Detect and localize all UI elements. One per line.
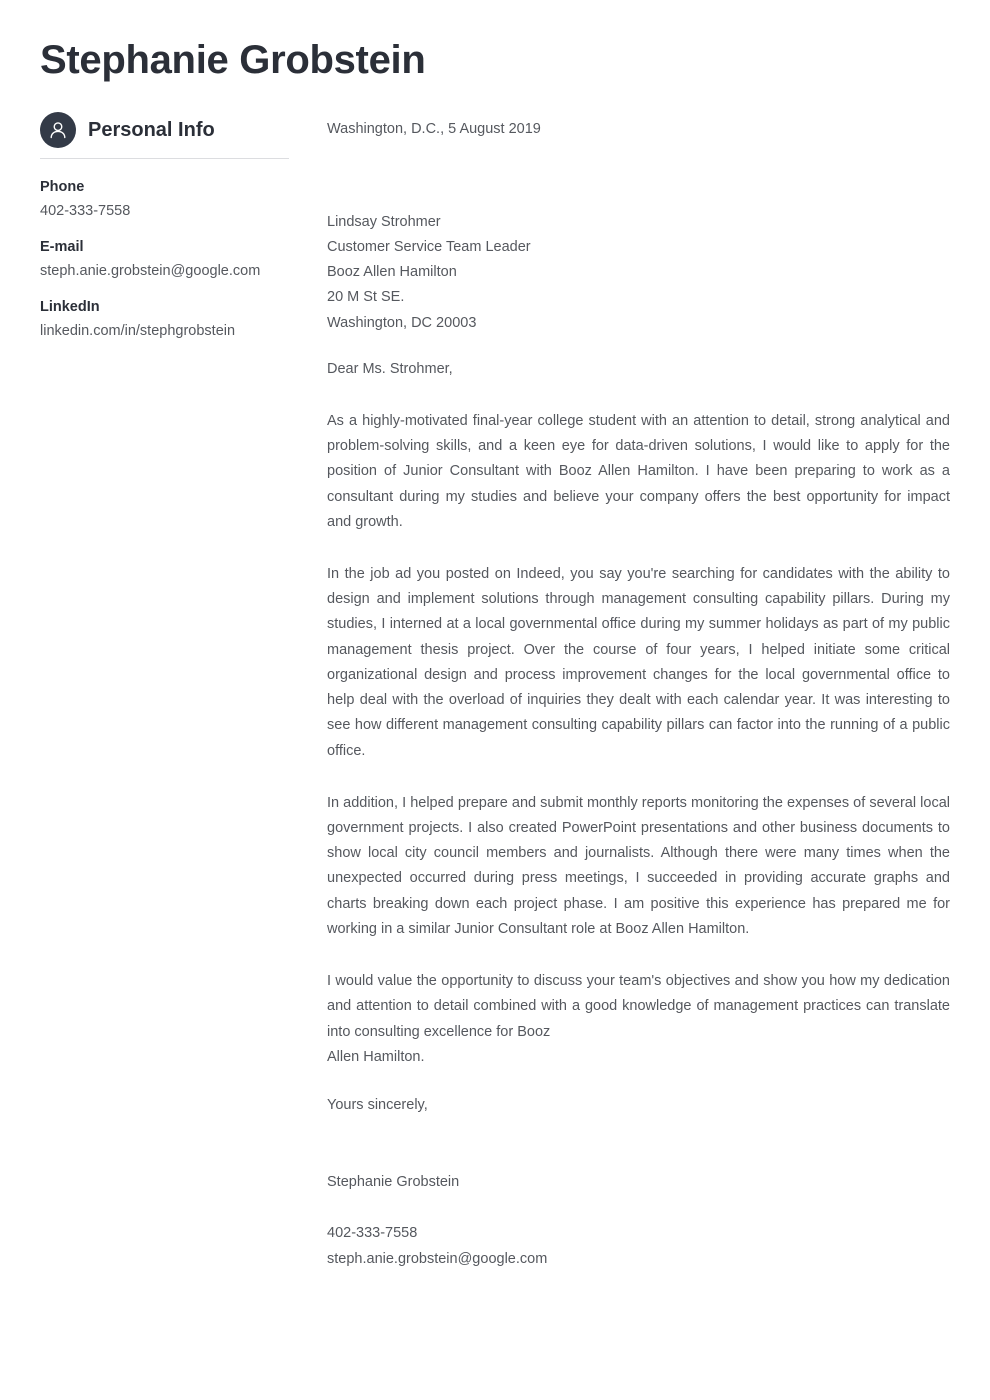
letter-paragraph-2: In the job ad you posted on Indeed, you say you're searching for candidates with the ability to design and implement solutions through management consulting capability pillars. During my studies, I interned at a local governmental office during my summer holidays as part of my public management thesis project. Over the course of four years, I helped initiate some critical organizational design and process improvement changes for the local governmental office to help deal with the overload of inquiries they dealt with each calendar year. It was interesting to see how different management consulting capability pillars can factor into the running of a public office. <box>327 566 950 759</box>
phone-label: Phone <box>40 179 85 195</box>
letter-date: Washington, D.C., 5 August 2019 <box>327 121 541 137</box>
closing-salutation: Yours sincerely, <box>327 1096 428 1113</box>
section-divider <box>40 158 289 159</box>
email-value: steph.anie.grobstein@google.com <box>40 263 261 280</box>
recipient-address-block <box>327 210 950 336</box>
recipient-job-title: Customer Service Team Leader <box>327 238 531 255</box>
letter-paragraph-3: In addition, I helped prepare and submit monthly reports monitoring the expenses of several local government projects. I also created PowerPoint presentations and other business documents to show local city council members and journalists. Although there were many times when the unexpected occurred during press meetings, I succeeded in providing accurate graphs and charts breaking down each project phase. I am positive this experience has prepared me for working in a similar Junior Consultant role at Booz Allen Hamilton. <box>327 794 950 937</box>
phone-value: 402-333-7558 <box>40 203 131 220</box>
recipient-name: Lindsay Strohmer <box>327 213 441 230</box>
contact-field-phone <box>40 177 289 222</box>
signature-email: steph.anie.grobstein@google.com <box>327 1250 548 1267</box>
personal-info-sidebar <box>40 112 289 357</box>
recipient-street: 20 M St SE. <box>327 289 405 306</box>
personal-info-title: Personal Info <box>88 119 215 141</box>
letter-paragraph-4-line-2: Allen Hamilton. <box>327 1048 425 1065</box>
linkedin-label: LinkedIn <box>40 299 100 316</box>
letter-paragraph-4-line-1: I would value the opportunity to discuss your team's objectives and show you how my dedication and attention to detail combined with a good knowledge of management practices can translate into consulting excellence for Booz <box>327 973 950 1040</box>
signature-name: Stephanie Grobstein <box>327 1174 460 1191</box>
letter-body <box>327 117 950 1272</box>
letter-paragraph-4 <box>327 969 950 1070</box>
signature-phone: 402-333-7558 <box>327 1225 418 1242</box>
contact-field-linkedin <box>40 297 289 342</box>
letter-paragraph-1: As a highly-motivated final-year college student with an attention to detail, strong analytical and problem-solving skills, and a keen eye for data-driven solutions, I would like to apply for the position of Junior Consultant with Booz Allen Hamilton. I have been preparing to work as a consultant during my studies and believe your company offers the best opportunity for impact and growth. <box>327 412 950 530</box>
email-label: E-mail <box>40 239 84 256</box>
user-avatar-icon <box>40 112 76 148</box>
contact-field-email <box>40 237 289 282</box>
salutation: Dear Ms. Strohmer, <box>327 360 453 377</box>
page-title: Stephanie Grobstein <box>40 38 426 82</box>
linkedin-value: linkedin.com/in/stephgrobstein <box>40 323 236 340</box>
personal-info-heading <box>40 112 289 158</box>
recipient-company: Booz Allen Hamilton <box>327 264 457 281</box>
recipient-city-zip: Washington, DC 20003 <box>327 314 477 331</box>
